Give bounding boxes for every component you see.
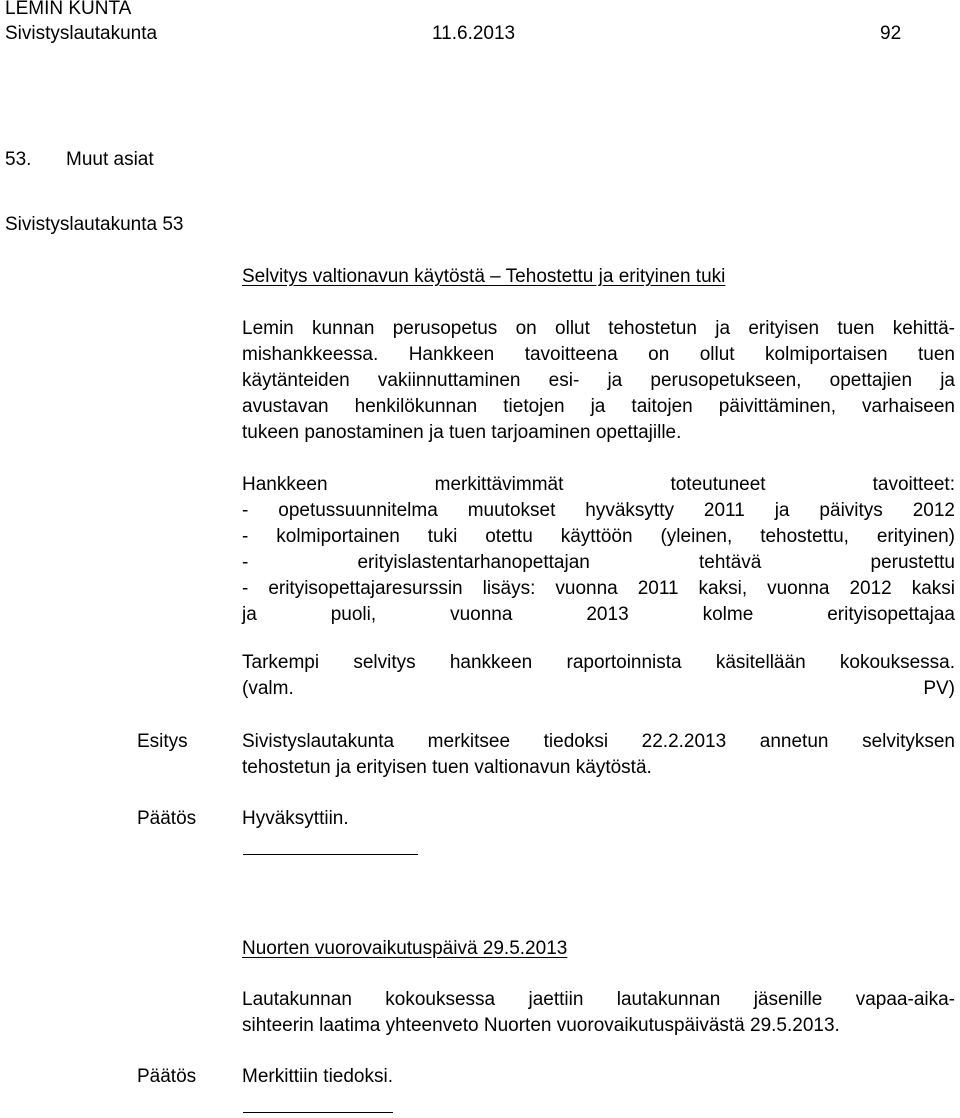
- goal-item: - erityislastentarhanopettajan tehtävä perustettu: [242, 552, 955, 573]
- item1-paragraph-1: [242, 316, 955, 446]
- proposal-line: tehostetun ja erityisen tuen valtionavun käytöstä.: [242, 757, 652, 778]
- committee-name: Sivistyslautakunta: [5, 23, 158, 44]
- item1-paragraph-3: [242, 650, 955, 702]
- item2-heading: Nuorten vuorovaikutuspäivä 29.5.2013: [242, 938, 568, 959]
- item1-goals-list: [242, 472, 955, 628]
- municipality-name: LEMIN KUNTA: [5, 0, 132, 19]
- paragraph-line: Lemin kunnan perusopetus on ollut tehostetun ja erityisen tuen kehittä-: [242, 318, 955, 339]
- paragraph-line: avustavan henkilökunnan tietojen ja taitojen päivittäminen, varhaiseen: [242, 396, 955, 417]
- decision-text: Hyväksyttiin.: [242, 808, 349, 829]
- goals-heading: Hankkeen merkittävimmät toteutuneet tavoitteet:: [242, 474, 955, 495]
- paragraph-line: sihteerin laatima yhteenveto Nuorten vuorovaikutuspäivästä 29.5.2013.: [242, 1015, 840, 1036]
- paragraph-line: (valm. PV): [242, 678, 955, 699]
- section-number: 53.: [5, 149, 32, 170]
- goal-item: - erityisopettajaresurssin lisäys: vuonna 2011 kaksi, vuonna 2012 kaksi: [242, 578, 955, 599]
- section-reference: Sivistyslautakunta 53: [5, 214, 184, 235]
- separator-rule: [243, 854, 418, 855]
- separator-rule: [243, 1112, 393, 1113]
- paragraph-line: tukeen panostaminen ja tuen tarjoaminen opettajille.: [242, 422, 682, 443]
- proposal-text: [242, 729, 955, 781]
- paragraph-line: käytänteiden vakiinnuttaminen esi- ja perusopetukseen, opettajien ja: [242, 370, 955, 391]
- goal-item: - kolmiportainen tuki otettu käyttöön (yleinen, tehostettu, erityinen): [242, 526, 955, 547]
- page-number: 92: [880, 23, 902, 44]
- decision-text: Merkittiin tiedoksi.: [242, 1066, 393, 1087]
- item2-paragraph-1: [242, 987, 955, 1039]
- goal-item: ja puoli, vuonna 2013 kolme erityisopettajaa: [242, 604, 955, 625]
- decision-label: Päätös: [137, 808, 197, 829]
- paragraph-line: Tarkempi selvitys hankkeen raportoinnista käsitellään kokouksessa.: [242, 652, 955, 673]
- proposal-label: Esitys: [137, 731, 188, 752]
- paragraph-line: Lautakunnan kokouksessa jaettiin lautakunnan jäsenille vapaa-aika-: [242, 989, 955, 1010]
- paragraph-line: mishankkeessa. Hankkeen tavoitteena on ollut kolmiportaisen tuen: [242, 344, 955, 365]
- decision-label: Päätös: [137, 1066, 197, 1087]
- goal-item: - opetussuunnitelma muutokset hyväksytty 2011 ja päivitys 2012: [242, 500, 955, 521]
- item1-heading: Selvitys valtionavun käytöstä – Tehostettu ja erityinen tuki: [242, 266, 726, 287]
- section-title: Muut asiat: [66, 149, 154, 170]
- proposal-line: Sivistyslautakunta merkitsee tiedoksi 22.2.2013 annetun selvityksen: [242, 731, 955, 752]
- meeting-date: 11.6.2013: [432, 23, 516, 44]
